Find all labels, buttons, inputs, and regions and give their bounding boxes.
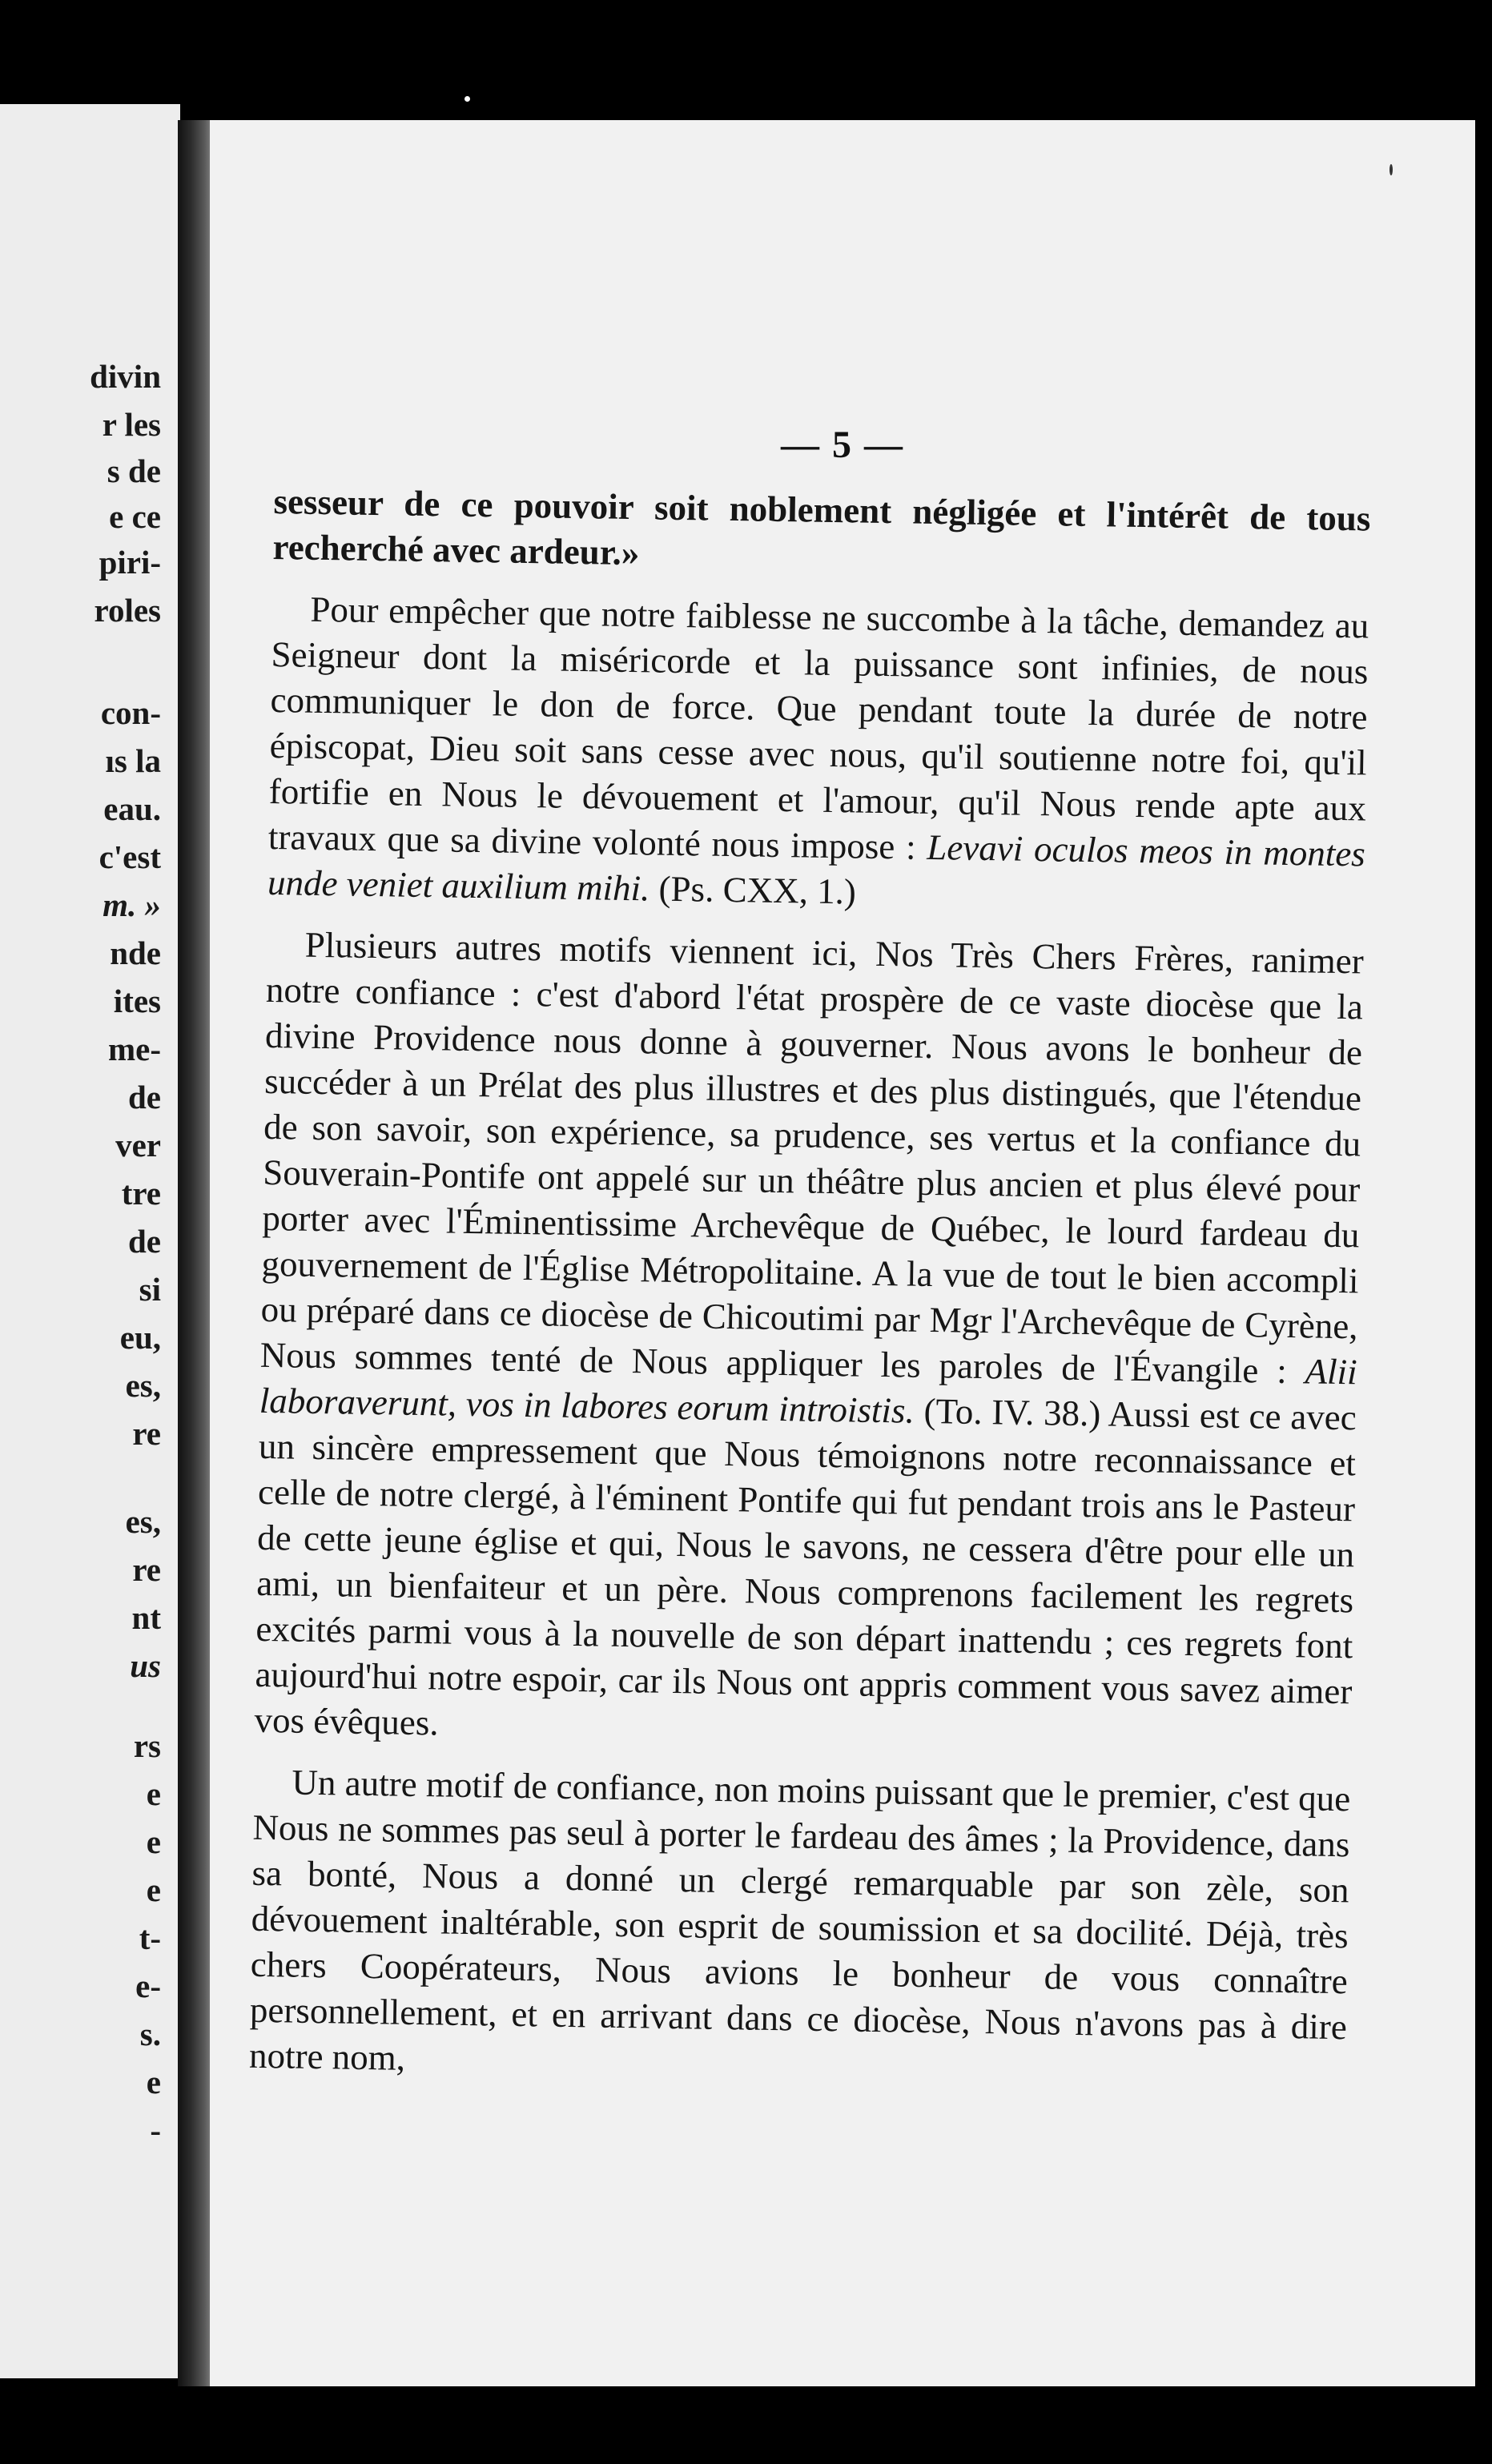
previous-page-text-fragment: ıs la (105, 742, 161, 779)
scripture-reference: (Ps. CXX, 1.) (658, 868, 857, 912)
previous-page-text-fragment: e ce (109, 498, 161, 535)
scanned-page (210, 120, 1475, 2386)
previous-page-text-fragment: t- (139, 1919, 161, 1956)
previous-page-text-fragment: s. (139, 2016, 161, 2052)
latin-quote: Alii laboraverunt, vos in labores eorum introistis. (259, 1351, 1358, 1431)
previous-page-text-fragment: ver (115, 1127, 161, 1164)
previous-page-text-fragment: e (146, 1823, 161, 1860)
previous-page-text-fragment: s de (107, 452, 161, 489)
previous-page-edge (0, 104, 180, 2378)
paragraph-clergy: Un autre motif de confiance, non moins puissant que le premier, c'est que Nous ne sommes pas seul à porter le fardeau des âmes ; la Providence, dans sa bonté, Nous a donné un clergé remarquable par son zèle, son dévouement inaltérable, son esprit de soumission et sa docilité. Déjà, très chers Coopérateurs, Nous avions le bonheur de vous connaître personnellement, et en arrivant dans ce diocèse, Nous n'avons pas à dire notre nom, (248, 1762, 1351, 2078)
page-number: — 5 — (781, 424, 904, 466)
previous-page-text-fragment: ites (113, 983, 161, 1019)
previous-page-text-fragment: roles (94, 592, 161, 629)
previous-page-text-fragment: e- (135, 1968, 161, 2004)
paragraph-continuation: sesseur de ce pouvoir soit noblement négligée et l'intérêt de tous recherché avec ardeur.» (272, 480, 1371, 573)
body-text (248, 479, 1371, 2112)
previous-page-text-fragment: e (146, 1775, 161, 1812)
previous-page-text-fragment: c'est (99, 838, 161, 875)
previous-page-text-fragment: divin (90, 358, 161, 395)
previous-page-text-fragment: tre (121, 1175, 161, 1212)
previous-page-text-fragment: nt (131, 1599, 161, 1636)
previous-page-text-fragment: es, (125, 1503, 161, 1540)
previous-page-text-fragment: us (130, 1647, 161, 1684)
previous-page-text-fragment: e (146, 1871, 161, 1908)
previous-page-text-fragment: con- (100, 694, 161, 731)
previous-page-text-fragment: nde (110, 935, 161, 971)
previous-page-text-fragment: eau. (103, 790, 161, 827)
previous-page-text-fragment: re (132, 1551, 161, 1588)
previous-page-text-fragment: r les (102, 406, 161, 443)
paragraph-force (267, 586, 1369, 922)
previous-page-text-fragment: - (150, 2112, 161, 2148)
previous-page-text-fragment: de (128, 1223, 161, 1260)
scan-speck (464, 96, 470, 102)
paragraph-motifs (254, 922, 1364, 1760)
previous-page-text-fragment: e (146, 2064, 161, 2100)
previous-page-text-fragment: de (128, 1079, 161, 1115)
previous-page-text-fragment: eu, (119, 1319, 161, 1356)
previous-page-text-fragment: es, (125, 1367, 161, 1404)
previous-page-text-fragment: m. » (103, 886, 161, 923)
previous-page-text-fragment: re (132, 1415, 161, 1452)
previous-page-text-fragment: piri- (99, 544, 161, 581)
previous-page-text-fragment: si (139, 1271, 161, 1308)
paragraph-text: Plusieurs autres motifs viennent ici, Nos Très Chers Frères, ranimer notre confiance : c'est d'abord l'état prospère de ce vaste diocèse que la divine Providence nous donne à gouverner. Nous avons le bonheur de succéder à un Prélat des plus illustres et des plus distingués, que l'étendue de son savoir, son expérience, sa prudence, ses vertus et la confiance du Souverain-Pontife ont appelé sur un théâtre plus ancien et plus élevé pour porter avec l'Éminentissime Archevêque de Québec, le lourd fardeau du gouvernement de l'Église Métropolitaine. A la vue de tout le bien accompli ou préparé dans ce diocèse de Chicoutimi par Mgr l'Archevêque de Cyrène, Nous sommes tenté de Nous appliquer les paroles de l'Évangile : (259, 924, 1365, 1391)
paragraph-text: (To. IV. 38.) Aussi est ce avec un sincère empressement que Nous témoignons notre reconnaissance et celle de notre clergé, à l'éminent Pontife qui fut pendant trois ans le Pasteur de cette jeune église et qui, Nous le savons, ne cessera d'être pour elle un ami, un bienfaiteur et un père. Nous comprenons facilement les regrets excités parmi vous à la nouvelle de son départ inattendu ; ces regrets font aujourd'hui notre espoir, car ils Nous ont appris comment vous savez aimer vos évêques. (254, 1390, 1357, 1743)
latin-quote: Levavi oculos meos in montes unde veniet auxilium mihi. (267, 826, 1366, 909)
scan-speck (1389, 164, 1393, 175)
previous-page-text-fragment: rs (133, 1727, 161, 1764)
previous-page-text-fragment: me- (107, 1031, 161, 1067)
paragraph-text: Pour empêcher que notre faiblesse ne succombe à la tâche, demandez au Seigneur dont la miséricorde et la puissance sont infinies, de nous communiquer le don de force. Que pendant toute la durée de notre épiscopat, Dieu soit sans cesse avec nous, qu'il soutienne notre foi, qu'il fortifie en Nous le dévouement et l'amour, qu'il Nous rende apte aux travaux que sa divine volonté nous impose : (267, 589, 1369, 867)
